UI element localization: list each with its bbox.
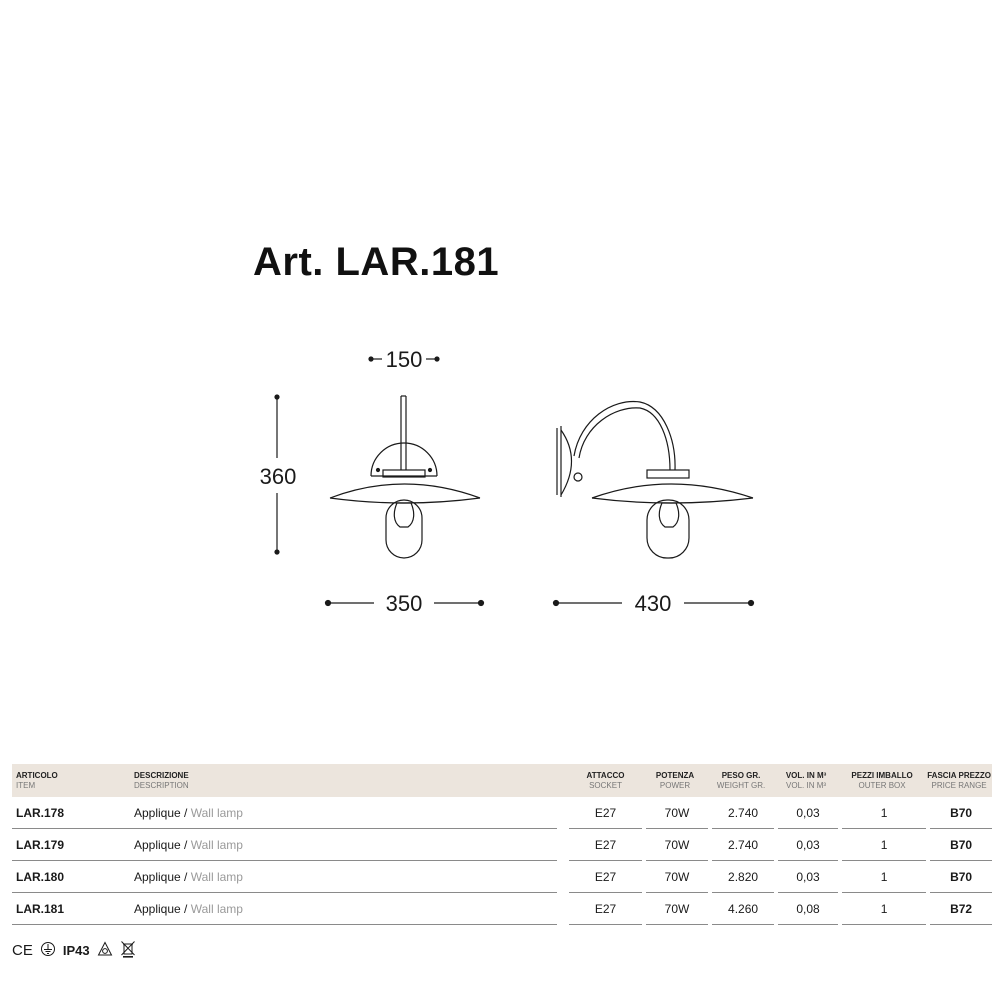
cell-outer-box: 1: [842, 893, 926, 925]
cell-power: 70W: [646, 829, 708, 861]
col-header-power: POTENZA POWER: [655, 771, 695, 790]
cell-description: Applique / Wall lamp: [130, 861, 557, 893]
table-row: [12, 861, 992, 893]
table-row: [12, 829, 992, 861]
cell-weight: 2.740: [712, 797, 774, 829]
cell-weight: 2.820: [712, 861, 774, 893]
cell-description: Applique / Wall lamp: [130, 797, 557, 829]
dim-front-width-label: 350: [385, 591, 423, 616]
cell-socket: E27: [569, 893, 642, 925]
page-title: Art. LAR.181: [253, 240, 500, 284]
cell-power: 70W: [646, 797, 708, 829]
col-header-weight: PESO GR. WEIGHT GR.: [716, 771, 766, 790]
ip-rating: IP43: [62, 943, 90, 958]
col-header-description: DESCRIZIONE DESCRIPTION: [134, 771, 189, 790]
ce-mark-icon: CE: [12, 942, 33, 959]
ground-symbol-icon: [40, 941, 56, 960]
cell-item: LAR.180: [12, 861, 130, 893]
cell-price-range: B70: [930, 829, 992, 861]
cell-price-range: B70: [930, 861, 992, 893]
cell-outer-box: 1: [842, 797, 926, 829]
cell-volume: 0,03: [778, 861, 838, 893]
class-symbol-icon: [97, 941, 113, 960]
dim-top-width-label: 150: [385, 347, 423, 372]
cell-socket: E27: [569, 797, 642, 829]
cell-power: 70W: [646, 893, 708, 925]
cell-price-range: B72: [930, 893, 992, 925]
cell-description: Applique / Wall lamp: [130, 893, 557, 925]
cell-volume: 0,03: [778, 829, 838, 861]
col-header-price-range: FASCIA PREZZO PRICE RANGE: [927, 771, 991, 790]
spec-table: [12, 764, 992, 925]
dim-side-depth-label: 430: [634, 591, 672, 616]
col-header-volume: VOL. IN M³ VOL. IN M³: [785, 771, 827, 790]
cell-power: 70W: [646, 861, 708, 893]
certification-marks: [12, 940, 136, 961]
table-row: [12, 797, 992, 829]
lamp-side-view: [557, 402, 753, 558]
cell-outer-box: 1: [842, 829, 926, 861]
cell-socket: E27: [569, 829, 642, 861]
cell-item: LAR.178: [12, 797, 130, 829]
cell-volume: 0,08: [778, 893, 838, 925]
cell-volume: 0,03: [778, 797, 838, 829]
table-row: [12, 893, 992, 925]
table-header-row: [12, 764, 992, 797]
col-header-socket: ATTACCO SOCKET: [586, 771, 625, 790]
weee-bin-icon: [120, 940, 136, 961]
cell-weight: 4.260: [712, 893, 774, 925]
col-header-outer-box: PEZZI IMBALLO OUTER BOX: [851, 771, 913, 790]
cell-outer-box: 1: [842, 861, 926, 893]
cell-price-range: B70: [930, 797, 992, 829]
dim-height-label: 360: [259, 464, 297, 489]
cell-socket: E27: [569, 861, 642, 893]
cell-description: Applique / Wall lamp: [130, 829, 557, 861]
col-header-item: ARTICOLO ITEM: [16, 771, 58, 790]
lamp-front-view: [330, 396, 480, 558]
cell-item: LAR.181: [12, 893, 130, 925]
cell-weight: 2.740: [712, 829, 774, 861]
cell-item: LAR.179: [12, 829, 130, 861]
